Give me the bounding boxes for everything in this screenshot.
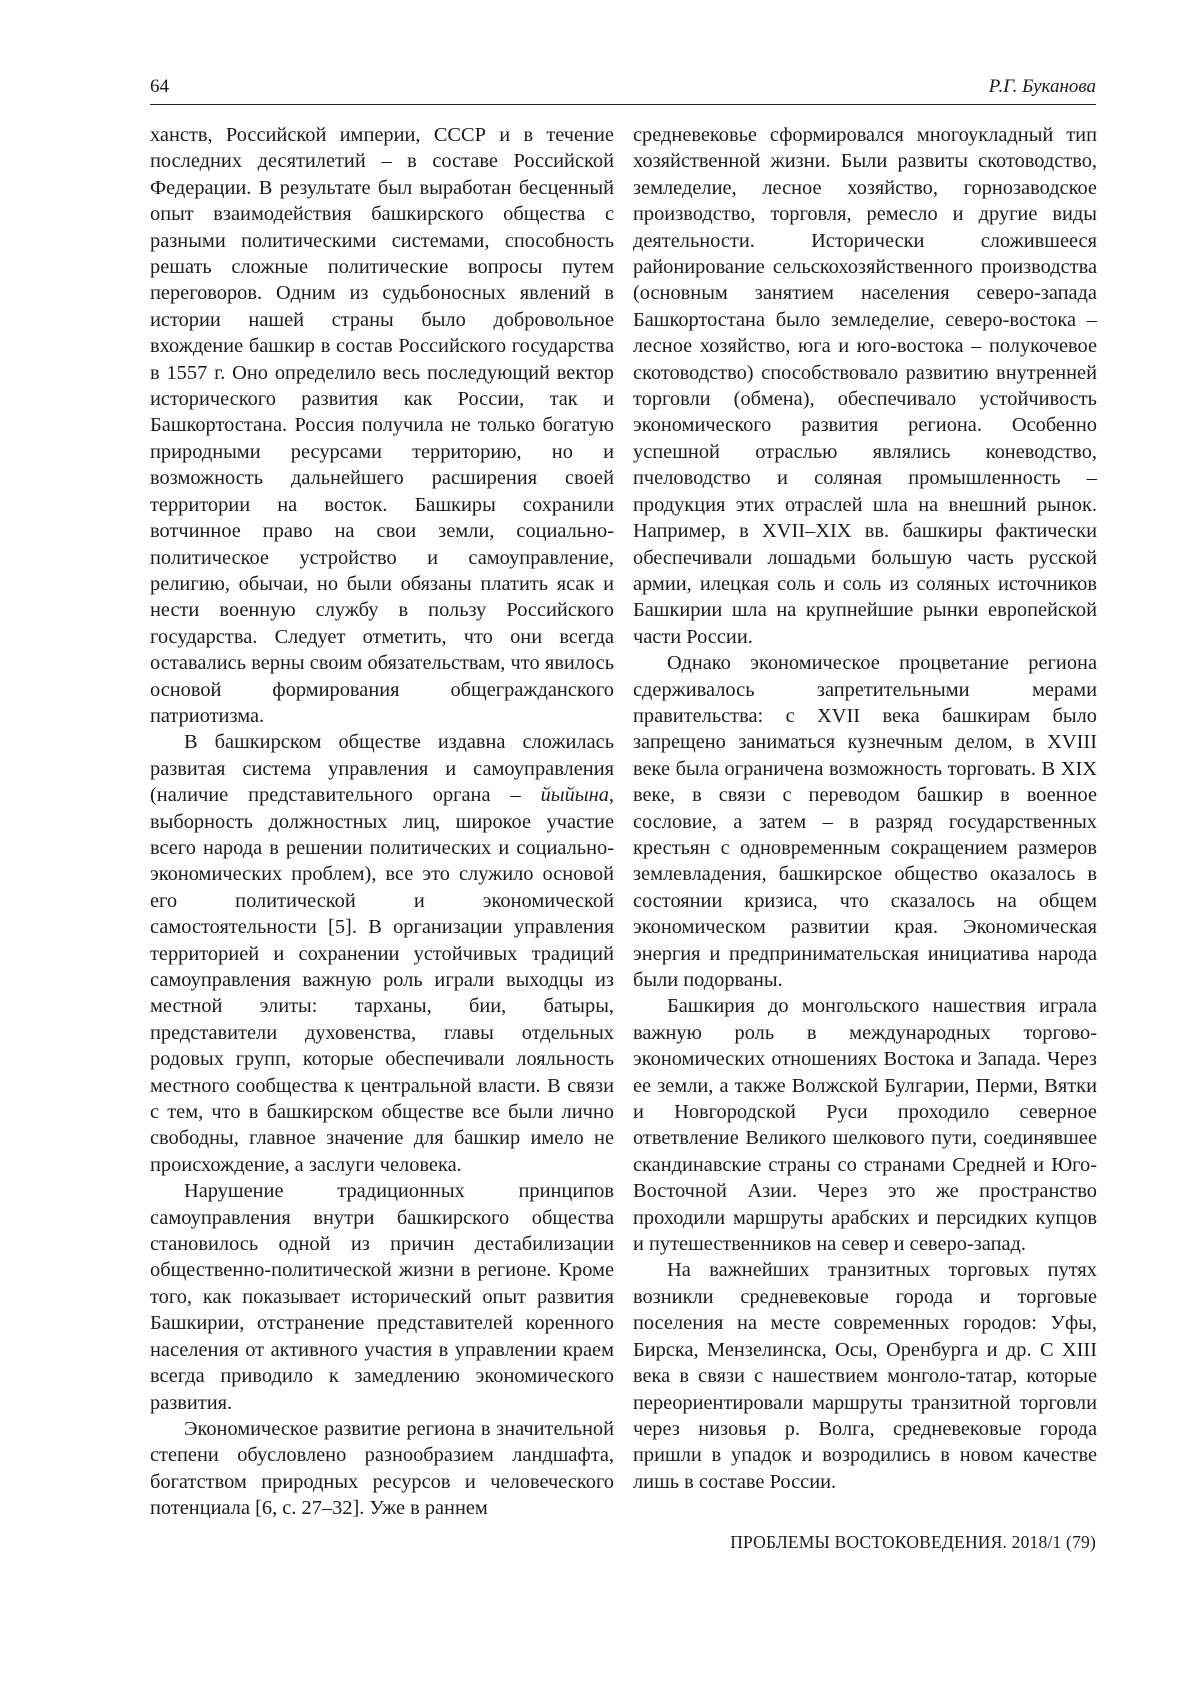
- italic-term: йыйына: [540, 784, 609, 807]
- paragraph-text: В башкирском обществе издавна сложилась развитая система управления и самоуправления (наличие представительного органа –: [150, 731, 614, 807]
- paragraph: Башкирия до монгольского нашествия играла важную роль в международных торгово-экономических отношениях Востока и Запада. Через ее земли, а также Волжской Булгарии, Перми, Вятки и Новгородской Руси проходило северное ответвление Великого шелкового пути, соединявшее скандинавские страны со странами Средней и Юго-Восточной Азии. Через это же пространство проходили маршруты арабских и персидких купцов и путешественников на север и северо-запад.: [633, 995, 1097, 1256]
- page-number: 64: [150, 76, 169, 97]
- paragraph: Однако экономическое процветание региона сдерживалось запретительными мерами правительства: с XVII века башкирам было запрещено заниматься кузнечным делом, в XVIII веке была ограничена возможность торговать. В XIX веке, в связи с переводом башкир в военное сословие, а затем – в разряд государственных крестьян с одновременным сокращением размеров землевладения, башкирское общество оказалось в состоянии кризиса, что сказалось на общем экономическом развитии края. Экономическая энергия и предпринимательская инициатива народа были подорваны.: [633, 652, 1097, 991]
- journal-footer: ПРОБЛЕМЫ ВОСТОКОВЕДЕНИЯ. 2018/1 (79): [730, 1532, 1096, 1552]
- paragraph: Нарушение традиционных принципов самоуправления внутри башкирского общества становилось одной из причин дестабилизации общественно-политической жизни в регионе. Кроме того, как показывает исторический опыт развития Башкирии, отстранение представителей коренного населения от активного участия в управлении краем всегда приводило к замедлению экономического развития.: [150, 1180, 614, 1414]
- paragraph: ханств, Российской империи, СССР и в течение последних десятилетий – в составе Российской Федерации. В результате был выработан бесценный опыт взаимодействия башкирского общества с разными политическими системами, способность решать сложные политические вопросы путем переговоров. Одним из судьбоносных явлений в истории нашей страны было добровольное вхождение башкир в состав Российского государства в 1557 г. Оно определило весь последующий вектор исторического развития как России, так и Башкортостана. Россия получила не только богатую природными ресурсами территорию, но и возможность дальнейшего расширения своей территории на восток. Башкиры сохранили вотчинное право на свои земли, социально-политическое устройство и самоуправление, религию, обычаи, но были обязаны платить ясак и нести военную службу в пользу Российского государства. Следует отметить, что они всегда оставались верны своим обязательствам, что явилось основой формирования общегражданского патриотизма.: [150, 124, 614, 727]
- paragraph: Экономическое развитие региона в значительной степени обусловлено разнообразием ландшафта, богатством природных ресурсов и человеческого потенциала [6, с. 27–32]. Уже в раннем: [150, 1417, 614, 1520]
- paragraph: На важнейших транзитных торговых путях возникли средневековые города и торговые поселения на месте современных городов: Уфы, Бирска, Мензелинска, Осы, Оренбурга и др. С XIII века в связи с нашествием монголо-татар, которые переориентировали маршруты транзитной торговли через низовья р. Волга, средневековые города пришли в упадок и возродились в новом качестве лишь в составе России.: [633, 1259, 1097, 1493]
- paragraph: средневековье сформировался многоукладный тип хозяйственной жизни. Были развиты скотоводство, земледелие, лесное хозяйство, горнозаводское производство, торговля, ремесло и другие виды деятельности. Исторически сложившееся районирование сельскохозяйственного производства (основным занятием населения северо-запада Башкортостана было земледелие, северо-востока – лесное хозяйство, юга и юго-востока – полукочевое скотоводство) способствовало развитию внутренней торговли (обмена), обеспечивало устойчивость экономического развития региона. Особенно успешной отраслью являлись коневодство, пчеловодство и соляная промышленность – продукция этих отраслей шла на внешний рынок. Например, в XVII–XIX вв. башкиры фактически обеспечивали лошадьми большую часть русской армии, илецкая соль и соль из соляных источников Башкирии шла на крупнейшие рынки европейской части России.: [633, 124, 1097, 648]
- right-column: [633, 122, 1097, 1495]
- paragraph: [150, 729, 614, 1178]
- running-head-author: Р.Г. Буканова: [988, 76, 1096, 97]
- paragraph-text: , выборность должностных лиц, широкое участие всего народа в решении политических и социально-экономических проблем), все это служило основой его политической и экономической самостоятельности [5]. В организации управления территорией и сохранении устойчивых традиций самоуправления важную роль играли выходцы из местной элиты: тарханы, бии, батыры, представители духовенства, главы отдельных родовых групп, которые обеспечивали лояльность местного сообщества к центральной власти. В связи с тем, что в башкирском обществе все были лично свободны, главное значение для башкир имело не происхождение, а заслуги человека.: [150, 784, 614, 1176]
- left-column: [150, 122, 614, 1522]
- header-rule: [150, 104, 1096, 105]
